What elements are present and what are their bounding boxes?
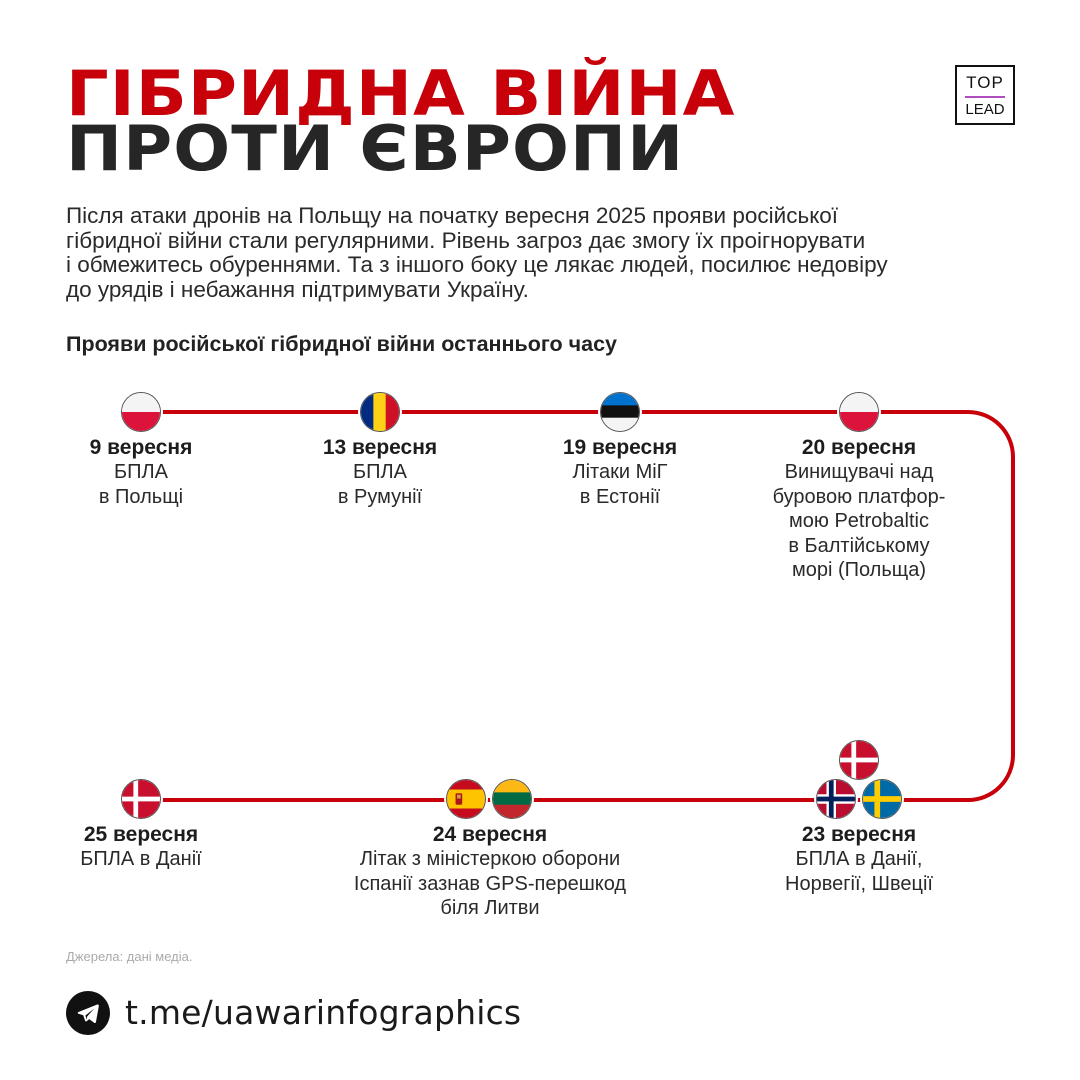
event-date: 9 вересня bbox=[89, 436, 193, 459]
event-desc-line: Норвегії, Швеції bbox=[785, 872, 933, 895]
logo-top-text: TOP bbox=[966, 72, 1004, 92]
telegram-link[interactable]: t.me/uawarinfographics bbox=[125, 993, 522, 1032]
timeline-event-sep-20 bbox=[749, 436, 969, 583]
event-desc-line: в Польщі bbox=[98, 485, 184, 508]
flag-denmark-icon bbox=[121, 779, 161, 819]
timeline-event-sep-19 bbox=[520, 436, 720, 509]
flag-poland-icon bbox=[839, 392, 879, 432]
section-subheading: Прояви російської гібридної війни останнього часу bbox=[66, 332, 618, 356]
flag-romania-icon bbox=[360, 392, 400, 432]
intro-line: Після атаки дронів на Польщу на початку вересня 2025 прояви російської bbox=[66, 203, 839, 228]
paper-plane-icon bbox=[75, 1000, 101, 1026]
event-date: 19 вересня bbox=[562, 436, 678, 459]
flag-poland-icon bbox=[121, 392, 161, 432]
event-desc-line: біля Литви bbox=[440, 897, 540, 919]
source-note: Джерела: дані медіа. bbox=[66, 949, 193, 964]
event-description bbox=[520, 460, 720, 509]
flag-spain-icon bbox=[446, 779, 486, 819]
event-desc-line: Іспанії зазнав GPS-перешкод bbox=[353, 872, 627, 895]
logo-bottom-text: LEAD bbox=[965, 100, 1005, 118]
event-desc-line: БПЛА bbox=[114, 461, 168, 483]
event-desc-line: в Румунії bbox=[337, 485, 423, 508]
timeline-event-sep-9 bbox=[41, 436, 241, 509]
intro-line: і обмежитесь обуреннями. Та з іншого боку це лякає людей, посилює недовіру bbox=[66, 252, 888, 277]
event-desc-line: в Естонії bbox=[579, 485, 661, 508]
event-desc-line: буровою платфор- bbox=[772, 485, 946, 508]
timeline-event-sep-23 bbox=[749, 823, 969, 896]
timeline-event-sep-24 bbox=[330, 823, 650, 921]
page-title-line-2: ПРОТИ ЄВРОПИ bbox=[66, 112, 685, 185]
event-desc-line: БПЛА в Данії, bbox=[795, 848, 923, 870]
flag-denmark-icon bbox=[839, 740, 879, 780]
event-desc-line: Літак з міністеркою оборони bbox=[359, 848, 621, 870]
event-desc-line: Літаки МіГ bbox=[572, 461, 668, 483]
intro-line: до урядів і небажання підтримувати Україну. bbox=[66, 276, 529, 302]
event-description bbox=[330, 847, 650, 921]
intro-line: гібридної війни стали регулярними. Рівень загроз дає змогу їх проігнорувати bbox=[66, 227, 866, 253]
event-desc-line: БПЛА bbox=[353, 461, 407, 483]
event-desc-line: мою Petrobaltic bbox=[789, 510, 929, 532]
event-date: 25 вересня bbox=[83, 823, 199, 846]
flag-lithuania-icon bbox=[492, 779, 532, 819]
event-desc-line: в Балтійському bbox=[788, 534, 930, 557]
flag-estonia-icon bbox=[600, 392, 640, 432]
telegram-icon[interactable] bbox=[66, 991, 110, 1035]
flag-norway-icon bbox=[816, 779, 856, 819]
page-title-line-1: ГІБРИДНА ВІЙНА bbox=[66, 57, 736, 130]
event-desc-line: БПЛА в Данії bbox=[80, 848, 202, 870]
event-description bbox=[749, 847, 969, 896]
flag-sweden-icon bbox=[862, 779, 902, 819]
event-date: 24 вересня bbox=[432, 823, 548, 846]
timeline-event-sep-25 bbox=[41, 823, 241, 872]
event-description bbox=[749, 460, 969, 583]
event-description bbox=[41, 847, 241, 872]
event-description bbox=[280, 460, 480, 509]
event-description bbox=[41, 460, 241, 509]
event-date: 13 вересня bbox=[322, 436, 438, 459]
event-date: 20 вересня bbox=[801, 436, 917, 459]
event-desc-line: Винищувачі над bbox=[784, 461, 934, 483]
timeline-event-sep-13 bbox=[280, 436, 480, 509]
event-desc-line: морі (Польща) bbox=[791, 559, 927, 581]
event-date: 23 вересня bbox=[801, 823, 917, 846]
